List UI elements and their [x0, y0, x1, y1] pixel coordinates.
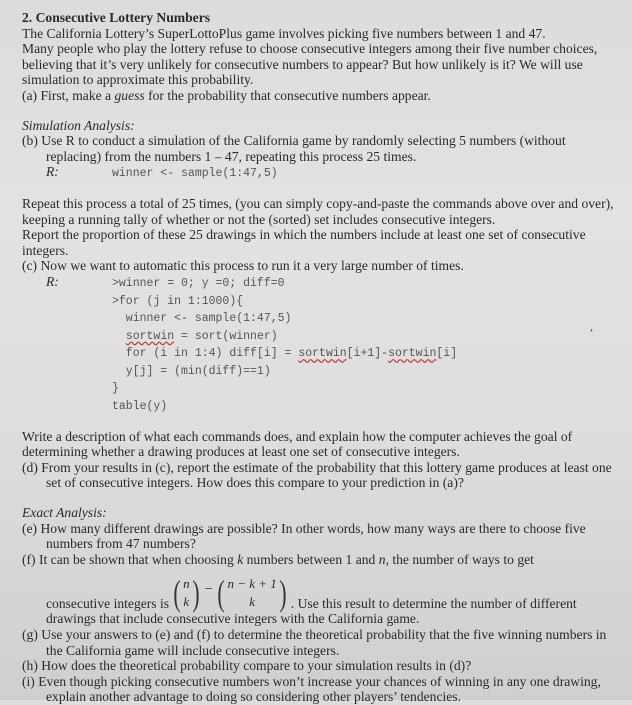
part-f-text-c: , the number of ways to get: [385, 551, 534, 567]
binomial-n-choose-k: ( n k ): [173, 573, 200, 614]
part-f-line-3: drawings that include consecutive integers with the California game.: [46, 611, 420, 627]
code-line-6: y[j] = (min(diff)==1): [112, 364, 271, 378]
part-a-emphasis: guess: [114, 87, 145, 103]
code-line-4-rest: = sort(winner): [174, 329, 278, 343]
repeat-paragraph: Repeat this process a total of 25 times, (you can simply copy-and-paste the commands above over and over), keeping a running tally of whether or not the (sorted) set includes consecutive integers.: [22, 195, 614, 227]
var-n: n: [378, 551, 386, 567]
formula-trail-text: . Use this result to determine the number of different: [290, 595, 577, 611]
code-line-5a: for (i in 1:4) diff[i] =: [112, 347, 299, 361]
code-b: winner <- sample(1:47,5): [112, 167, 278, 181]
part-f-line-1: [22, 552, 622, 568]
code-c-block: [22, 274, 622, 415]
code-line-7: }: [112, 382, 119, 396]
formula-lead-text: consecutive integers is: [46, 595, 170, 611]
formula-line: [22, 567, 622, 614]
binom1-top: n: [183, 576, 190, 592]
part-c: (c) Now we want to automatic this process to run it a very large number of times.: [22, 258, 464, 274]
binomial-n-minus-k-plus-1-choose-k: ( n − k + 1 k ): [217, 573, 287, 614]
r-label-c: R:: [46, 273, 59, 289]
binom1-bottom: k: [183, 594, 190, 610]
code-b-row: [22, 164, 622, 182]
code-line-5b: sortwin: [298, 347, 347, 361]
part-b: (b) Use R to conduct a simulation of the California game by randomly selecting 5 numbers (without replacing) from the numbers 1 – 47, repeating this process 25 times.: [22, 133, 566, 164]
part-e: (e) How many different drawings are possible? In other words, how many ways are there to choose five numbers from 47 numbers?: [22, 520, 586, 552]
r-label: R:: [46, 164, 59, 180]
code-line-2: >for (j in 1:1000){: [112, 294, 244, 308]
code-line-3: winner <- sample(1:47,5): [112, 312, 292, 326]
part-f-text-a: (f) It can be shown that when choosing: [22, 551, 238, 567]
describe-paragraph: Write a description of what each commands does, and explain how the computer achieves the goal of determining whether a drawing produces at least one set of consecutive integers.: [22, 428, 573, 460]
code-line-1: >winner = 0; y =0; diff=0: [112, 276, 285, 290]
code-line-8: table(y): [112, 400, 168, 414]
worksheet: [22, 10, 622, 705]
part-a-prefix: (a) First, make a: [22, 87, 115, 103]
exact-heading: Exact Analysis:: [22, 505, 107, 521]
binom2-bottom: k: [249, 594, 256, 610]
var-k: k: [237, 551, 244, 567]
part-g: (g) Use your answers to (e) and (f) to determine the theoretical probability that the five winning numbers in the California game will include consecutive integers.: [22, 627, 607, 658]
simulation-heading: Simulation Analysis:: [22, 117, 135, 133]
code-line-4-var: sortwin: [125, 329, 175, 343]
code-line-5c: [i+1]-: [346, 347, 389, 361]
part-f-text-b: numbers between 1 and: [243, 551, 379, 567]
stray-mark: ,: [590, 318, 593, 333]
part-d: (d) From your results in (c), report the estimate of the probability that this lottery game produces at least one set of consecutive integers. How does this compare to your prediction in (a)?: [22, 459, 612, 491]
part-a: [22, 88, 622, 104]
minus-sign: −: [204, 581, 213, 597]
code-line-5d: sortwin: [388, 347, 437, 361]
problem-title: 2. Consecutive Lottery Numbers: [22, 10, 211, 25]
part-h: (h) How does the theoretical probability compare to your simulation results in (d)?: [22, 658, 472, 674]
intro-paragraph: Many people who play the lottery refuse to choose consecutive integers among their five number choices, believing that it’s very unlikely for consecutive numbers to appear? But how unlikely is it? We will use simulation to approximate this probability.: [22, 41, 598, 88]
part-i: (i) Even though picking consecutive numbers won’t increase your chances of winning in any one drawing, explain another advantage to doing so considering other players’ tendencies.: [22, 673, 601, 705]
report-paragraph: Report the proportion of these 25 drawings in which the numbers include at least one set of consecutive integers.: [22, 227, 586, 258]
code-line-5e: [i]: [436, 347, 458, 361]
part-a-suffix: for the probability that consecutive numbers appear.: [144, 87, 431, 103]
binom2-top: n − k + 1: [227, 576, 277, 592]
intro-line-1: The California Lottery’s SuperLottoPlus game involves picking five numbers between 1 and 47.: [22, 25, 546, 41]
